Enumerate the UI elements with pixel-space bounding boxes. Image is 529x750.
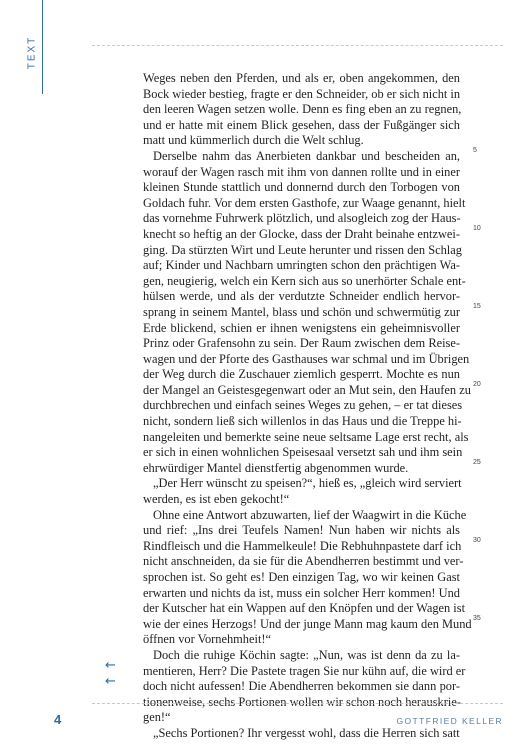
text-line: matt und kümmerlich durch die Welt schlug. [143,133,364,148]
text-line: Bock wieder bestieg, fragte er den Schneider, ob er sich nicht in [143,86,461,101]
text-line: nicht anschneiden, da sie für die Abendherren bestimmt und ver- [143,554,464,569]
text-line: ehrwürdiger Mantel dienstfertig abgenommen wurde. [143,460,409,475]
text-line: Derselbe nahm das Anerbieten dankbar und bescheiden an, [153,148,460,163]
section-label-text: TEXT [26,35,38,69]
line-number: 35 [473,615,481,622]
line-number: 30 [473,537,481,544]
line-number: 15 [473,303,481,310]
text-line: wie der eines Herzogs! Und der junge Mann mag kaum den Mund [143,616,472,631]
text-line: Weges neben den Pferden, und als er, oben angekommen, den [143,71,460,85]
text-line: werden, es ist eben gekocht!“ [143,492,290,507]
text-line: „Der Herr wünscht zu speisen?“, hieß es, „gleich wird serviert [153,476,462,491]
text-line: den leeren Wagen setzen wolle. Denn es fing eben an zu regnen, [143,102,462,117]
text-line: sprochen ist. So geht es! Den einzigen Tag, wo wir keinen Gast [143,570,460,584]
section-label [12,22,52,82]
text-line: er sich in einen wohnlichen Speisesaal versetzt sah und ihm sein [143,445,463,460]
line-number: 5 [473,147,477,154]
text-line: Goldach fuhr. Vor dem ersten Gasthofe, zur Waage genannt, hielt [143,195,466,210]
running-head: GOTTFRIED KELLER [396,716,503,726]
text-line: der Weg durch die Zuschauer ziemlich gesperrt. Mochte es nun [143,367,460,382]
text-line: und rief: „Ins drei Teufels Namen! Nun haben wir nichts als [143,523,460,538]
text-line: öffnen vor Vornehmheit!“ [143,632,272,647]
line-number: 20 [473,381,481,388]
line-number: 10 [473,225,481,232]
text-line: der Mangel an Geistesgegenwart oder an Mut sein, den Haufen zu [143,382,471,397]
text-line: Erde blickend, schien er ihnen wenigstens ein geheimnisvoller [143,320,460,335]
text-line: auf; Kinder und Nachbarn umringten schon den prächtigen Wa- [143,258,460,273]
page-number: 4 [54,712,62,727]
text-line: worauf der Wagen rasch mit ihm von dannen rollte und in einer [143,164,460,179]
text-line: tionenweise, sechs Portionen wollen wir schon noch herauskrie- [143,694,461,709]
text-line: sprang in seinem Mantel, blass und schön und schwermütig zur [143,304,460,319]
text-line: erwarten und nichts da ist, muss ein solcher Herr kommen! Und [143,585,460,600]
text-line: kleinen Stunde stattlich und donnernd durch den Torbogen von [143,180,460,195]
text-line: nangeleiten und bemerkte seine neue seltsame Lage erst recht, als [143,429,469,444]
body-text [143,71,472,742]
left-arrow-icon: ← [105,658,116,673]
text-line: Prinz oder Grafensohn zu sein. Der Raum zwischen dem Reise- [143,336,460,351]
text-line: knecht so heftig an der Glocke, dass der Draht beinahe entzwei- [143,226,460,241]
text-line: „Sechs Portionen? Ihr vergesst wohl, dass die Herren sich satt [153,725,460,740]
text-line: nicht, sondern ließ sich willenlos in das Haus und die Treppe hi- [143,414,462,429]
text-line: mentieren, Herr? Die Pastete tragen Sie nur kühn auf, die wird er [143,663,466,678]
text-line: durchbrechen und einfach seines Weges zu gehen, – er tat dieses [143,398,463,413]
text-line: wagen und der Pforte des Gasthauses war schmal und im Übrigen [143,351,470,366]
text-line: ging. Da stürzten Wirt und Leute herunter und rissen den Schlag [143,242,462,257]
left-arrow-icon: ← [105,674,116,689]
bottom-dashed-rule [92,703,503,704]
text-line: doch nicht aufessen! Die Abendherren bekommen sie dann por- [143,679,460,694]
text-line: hülsen werde, und als der verdutzte Schneider endlich hervor- [143,289,460,304]
text-line: und er hatte mit einem Blick gesehen, dass der Fußgänger sich [143,117,460,132]
line-number: 25 [473,459,481,466]
text-line: gen!“ [143,710,171,725]
text-line: der Kutscher hat ein Wappen auf den Knöpfen und der Wagen ist [143,601,466,616]
top-dashed-rule [92,45,503,46]
text-line: Doch die ruhige Köchin sagte: „Nun, was ist denn da zu la- [153,647,460,662]
text-line: Rindfleisch und die Hammelkeule! Die Rebhuhnpastete darf ich [143,538,462,553]
text-line: Ohne eine Antwort abzuwarten, lief der Waagwirt in die Küche [153,507,467,522]
text-line: gen, neugierig, welch ein Kern sich aus so unerhörter Schale ent- [143,273,466,288]
text-line: das vornehme Fuhrwerk plötzlich, und alsogleich zog der Haus- [143,211,461,226]
